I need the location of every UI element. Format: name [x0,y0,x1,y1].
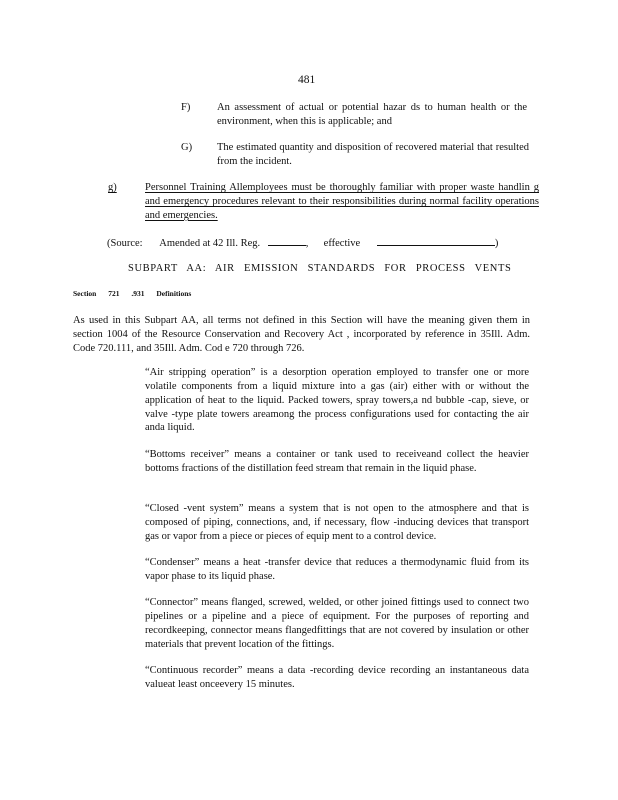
definition-connector: “Connector” means flanged, screwed, welded, or other joined fittings used to connect two pipelines or a pipeline and a piece of equipment. For the purposes of reporting and recordkeeping, connector means flangedfittings that are not covered by insulation or other materials that prevent location of the fittings. [145,597,529,650]
source-effective: effective [323,238,361,249]
source-close: ) [494,238,499,249]
definition-bottoms-receiver: “Bottoms receiver” means a container or tank used to receiveand collect the heavier bottoms fractions of the distillation feed stream that remain in the liquid phase. [145,449,529,474]
source-open: (Source: [107,238,143,249]
subpart-heading: SUBPART AA: AIR EMISSION STANDARDS FOR PROCESS VENTS [128,263,512,274]
definition-air-stripping-operation: “Air stripping operation” is a desorption operation employed to transfer one or more volatile components from a liquid mixture into a gas (air) either with or without the application of heat to the liquid. Packed towers, spray towers,a nd bubble -cap, sieve, or valve -type plate towers areamong the process configurations used for contacting the air anda liquid. [145,367,529,434]
list-item-label: F) [181,102,191,113]
source-amended: Amended at 42 Ill. Reg. [159,238,261,249]
effective-date-blank [377,236,495,246]
list-item-text: The estimated quantity and disposition of recovered material that resulted from the incident. [217,142,529,167]
intro-paragraph: As used in this Subpart AA, all terms not defined in this Section will have the meaning given them in section 1004 of the Resource Conservation and Recovery Act , incorporated by reference in 35Ill. Adm. Code 720.111, and 35Ill. Adm. Cod e 720 through 726. [73,315,530,354]
section-heading: Section 721 .931 Definitions [73,289,192,298]
list-item-label: G) [181,142,193,153]
register-blank [268,236,306,246]
list-item-text: An assessment of actual or potential hazar ds to human health or the environment, when this is applicable; and [217,102,527,127]
source-note [107,236,498,251]
page-number: 481 [298,74,316,86]
source-comma: , [305,238,309,249]
personnel-training-text: Personnel Training Allemployees must be thoroughly familiar with proper waste handlin g and emergency procedures relevant to their responsibilities during normal facility operations and emergencies. [145,182,539,221]
definition-closed-vent-system: “Closed -vent system” means a system that is not open to the atmosphere and that is composed of piping, connections, and, if necessary, flow -inducing devices that transport gas or vapor from a piece or pieces of equip ment to a control device. [145,503,529,542]
definition-continuous-recorder: “Continuous recorder” means a data -recording device recording an instantaneous data valueat least onceevery 15 minutes. [145,665,529,690]
definition-condenser: “Condenser” means a heat -transfer device that reduces a thermodynamic fluid from its vapor phase to its liquid phase. [145,557,529,582]
personnel-training-label: g) [108,182,117,193]
